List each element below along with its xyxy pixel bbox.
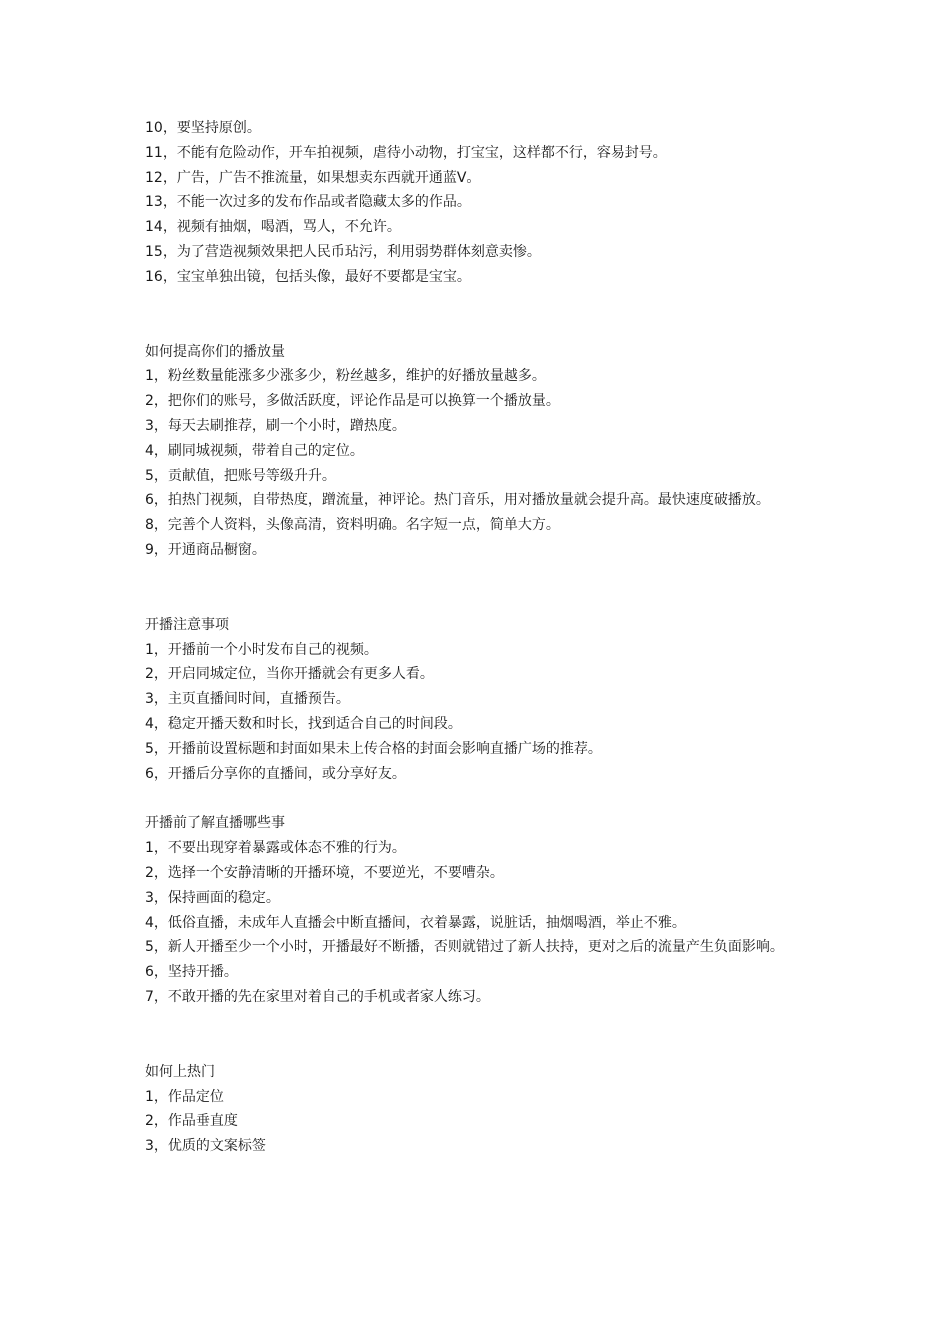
list-item: 5，新人开播至少一个小时，开播最好不断播，否则就错过了新人扶持，更对之后的流量产生负面影响。	[145, 939, 784, 956]
views-section	[145, 340, 815, 563]
rules-list	[145, 116, 815, 290]
list-item: 15，为了营造视频效果把人民币玷污，利用弱势群体刻意卖惨。	[145, 243, 541, 260]
list-item: 3，每天去刷推荐，刷一个小时，蹭热度。	[145, 417, 406, 434]
list-item: 1，粉丝数量能涨多少涨多少，粉丝越多，维护的好播放量越多。	[145, 368, 546, 385]
list-item: 8，完善个人资料，头像高清，资料明确。名字短一点，简单大方。	[145, 517, 560, 534]
section-heading: 开播注意事项	[145, 616, 229, 633]
list-item: 3，优质的文案标签	[145, 1138, 266, 1155]
spacer	[145, 786, 815, 811]
list-item: 7，不敢开播的先在家里对着自己的手机或者家人练习。	[145, 988, 490, 1005]
section-heading: 开播前了解直播哪些事	[145, 815, 285, 832]
spacer	[145, 563, 815, 613]
list-item: 12，广告，广告不推流量，如果想卖东西就开通蓝V。	[145, 169, 481, 186]
list-item: 13，不能一次过多的发布作品或者隐藏太多的作品。	[145, 194, 471, 211]
list-item: 11，不能有危险动作，开车拍视频，虐待小动物，打宝宝，这样都不行，容易封号。	[145, 144, 667, 161]
list-item: 16，宝宝单独出镜，包括头像，最好不要都是宝宝。	[145, 268, 471, 285]
spacer	[145, 1010, 815, 1060]
list-item: 2，选择一个安静清晰的开播环境，不要逆光，不要嘈杂。	[145, 864, 504, 881]
list-item: 2，开启同城定位，当你开播就会有更多人看。	[145, 666, 434, 683]
list-item: 3，保持画面的稳定。	[145, 889, 280, 906]
list-item: 5，开播前设置标题和封面如果未上传合格的封面会影响直播广场的推荐。	[145, 740, 602, 757]
list-item: 2，把你们的账号，多做活跃度，评论作品是可以换算一个播放量。	[145, 393, 560, 410]
list-item: 5，贡献值，把账号等级升升。	[145, 467, 336, 484]
trending-section	[145, 1060, 815, 1159]
section-heading: 如何提高你们的播放量	[145, 343, 285, 360]
list-item: 4，刷同城视频，带着自己的定位。	[145, 442, 364, 459]
list-item: 2，作品垂直度	[145, 1113, 238, 1130]
section-heading: 如何上热门	[145, 1063, 215, 1080]
list-item: 9，开通商品橱窗。	[145, 541, 266, 558]
before-live-section	[145, 811, 815, 1009]
list-item: 1，不要出现穿着暴露或体态不雅的行为。	[145, 840, 406, 857]
list-item: 1，开播前一个小时发布自己的视频。	[145, 641, 378, 658]
list-item: 10，要坚持原创。	[145, 120, 261, 136]
document-body	[145, 116, 815, 1159]
list-item: 14，视频有抽烟，喝酒，骂人，不允许。	[145, 219, 401, 236]
list-item: 6，坚持开播。	[145, 964, 238, 981]
list-item: 3，主页直播间时间，直播预告。	[145, 691, 350, 708]
list-item: 6，开播后分享你的直播间，或分享好友。	[145, 765, 406, 782]
list-item: 4，低俗直播，未成年人直播会中断直播间，衣着暴露，说脏话，抽烟喝酒，举止不雅。	[145, 914, 686, 931]
list-item: 4，稳定开播天数和时长，找到适合自己的时间段。	[145, 715, 462, 732]
list-item: 1，作品定位	[145, 1088, 224, 1105]
spacer	[145, 290, 815, 340]
list-item: 6，拍热门视频，自带热度，蹭流量，神评论。热门音乐，用对播放量就会提升高。最快速度破播放。	[145, 492, 770, 509]
live-notes-section	[145, 613, 815, 787]
